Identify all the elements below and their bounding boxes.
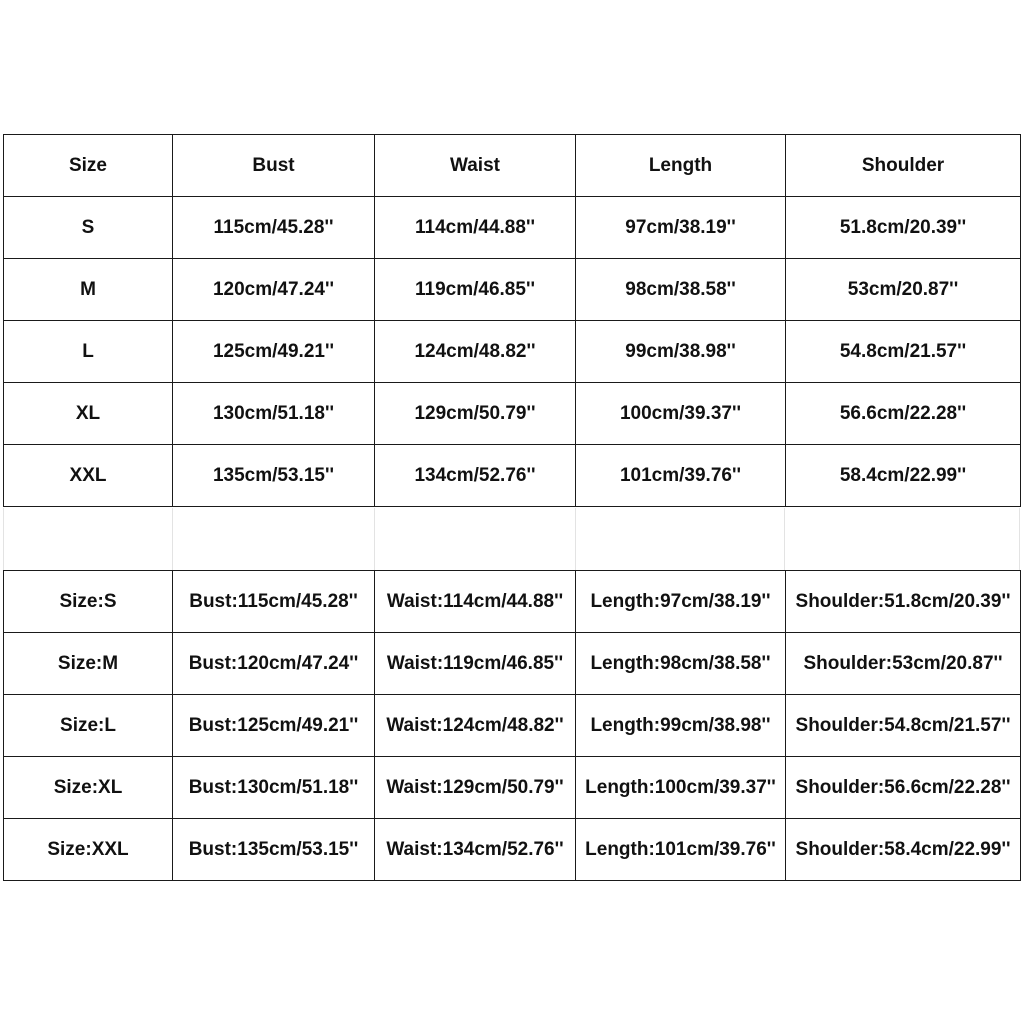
table-row bbox=[4, 383, 1021, 445]
table-cell: Size:L bbox=[4, 695, 173, 757]
table-cell: 134cm/52.76'' bbox=[375, 445, 576, 507]
table-cell: 101cm/39.76'' bbox=[576, 445, 786, 507]
gap-column bbox=[784, 508, 1020, 570]
table-row bbox=[4, 757, 1021, 819]
table-cell: Waist:114cm/44.88'' bbox=[375, 571, 576, 633]
table-cell: Length:97cm/38.19'' bbox=[576, 571, 786, 633]
table-cell: 53cm/20.87'' bbox=[786, 259, 1021, 321]
table-cell: Waist:129cm/50.79'' bbox=[375, 757, 576, 819]
table-cell: Size:XL bbox=[4, 757, 173, 819]
table-cell: Bust:120cm/47.24'' bbox=[173, 633, 375, 695]
faint-grid-gap bbox=[3, 508, 1020, 570]
header-cell: Shoulder bbox=[786, 135, 1021, 197]
header-cell: Length bbox=[576, 135, 786, 197]
table-cell: Size:S bbox=[4, 571, 173, 633]
table-cell: L bbox=[4, 321, 173, 383]
table-cell: 119cm/46.85'' bbox=[375, 259, 576, 321]
table-cell: 100cm/39.37'' bbox=[576, 383, 786, 445]
table-cell: Shoulder:56.6cm/22.28'' bbox=[786, 757, 1021, 819]
gap-column bbox=[3, 508, 172, 570]
table-row bbox=[4, 633, 1021, 695]
table-row bbox=[4, 259, 1021, 321]
table-cell: Bust:115cm/45.28'' bbox=[173, 571, 375, 633]
table-cell: Shoulder:58.4cm/22.99'' bbox=[786, 819, 1021, 881]
table-cell: 56.6cm/22.28'' bbox=[786, 383, 1021, 445]
header-row bbox=[4, 135, 1021, 197]
table-cell: Waist:134cm/52.76'' bbox=[375, 819, 576, 881]
table-cell: S bbox=[4, 197, 173, 259]
table-cell: 135cm/53.15'' bbox=[173, 445, 375, 507]
table-cell: Length:98cm/38.58'' bbox=[576, 633, 786, 695]
table-cell: 129cm/50.79'' bbox=[375, 383, 576, 445]
table-cell: XL bbox=[4, 383, 173, 445]
table-cell: Length:101cm/39.76'' bbox=[576, 819, 786, 881]
table-cell: Bust:135cm/53.15'' bbox=[173, 819, 375, 881]
table-cell: 125cm/49.21'' bbox=[173, 321, 375, 383]
size-detail-table bbox=[3, 570, 1021, 881]
gap-column bbox=[575, 508, 785, 570]
size-chart-table bbox=[3, 134, 1021, 507]
table-cell: 130cm/51.18'' bbox=[173, 383, 375, 445]
table-cell: 54.8cm/21.57'' bbox=[786, 321, 1021, 383]
table-cell: Length:100cm/39.37'' bbox=[576, 757, 786, 819]
table-cell: M bbox=[4, 259, 173, 321]
header-cell: Size bbox=[4, 135, 173, 197]
table-cell: Length:99cm/38.98'' bbox=[576, 695, 786, 757]
header-cell: Waist bbox=[375, 135, 576, 197]
table-cell: 51.8cm/20.39'' bbox=[786, 197, 1021, 259]
table-cell: Shoulder:51.8cm/20.39'' bbox=[786, 571, 1021, 633]
table-cell: Bust:125cm/49.21'' bbox=[173, 695, 375, 757]
table-cell: Waist:124cm/48.82'' bbox=[375, 695, 576, 757]
table-row bbox=[4, 321, 1021, 383]
table-cell: Shoulder:54.8cm/21.57'' bbox=[786, 695, 1021, 757]
table-row bbox=[4, 819, 1021, 881]
table-row bbox=[4, 445, 1021, 507]
gap-column bbox=[172, 508, 374, 570]
table-cell: 97cm/38.19'' bbox=[576, 197, 786, 259]
header-cell: Bust bbox=[173, 135, 375, 197]
table-cell: 115cm/45.28'' bbox=[173, 197, 375, 259]
table-cell: Size:M bbox=[4, 633, 173, 695]
table-cell: Bust:130cm/51.18'' bbox=[173, 757, 375, 819]
table-cell: 98cm/38.58'' bbox=[576, 259, 786, 321]
gap-column bbox=[374, 508, 575, 570]
table-cell: 124cm/48.82'' bbox=[375, 321, 576, 383]
table-cell: 58.4cm/22.99'' bbox=[786, 445, 1021, 507]
table-cell: Shoulder:53cm/20.87'' bbox=[786, 633, 1021, 695]
table-row bbox=[4, 695, 1021, 757]
table-row bbox=[4, 197, 1021, 259]
table-row bbox=[4, 571, 1021, 633]
table-cell: Waist:119cm/46.85'' bbox=[375, 633, 576, 695]
table-cell: XXL bbox=[4, 445, 173, 507]
table-cell: 99cm/38.98'' bbox=[576, 321, 786, 383]
table-cell: 114cm/44.88'' bbox=[375, 197, 576, 259]
table-cell: Size:XXL bbox=[4, 819, 173, 881]
table-cell: 120cm/47.24'' bbox=[173, 259, 375, 321]
